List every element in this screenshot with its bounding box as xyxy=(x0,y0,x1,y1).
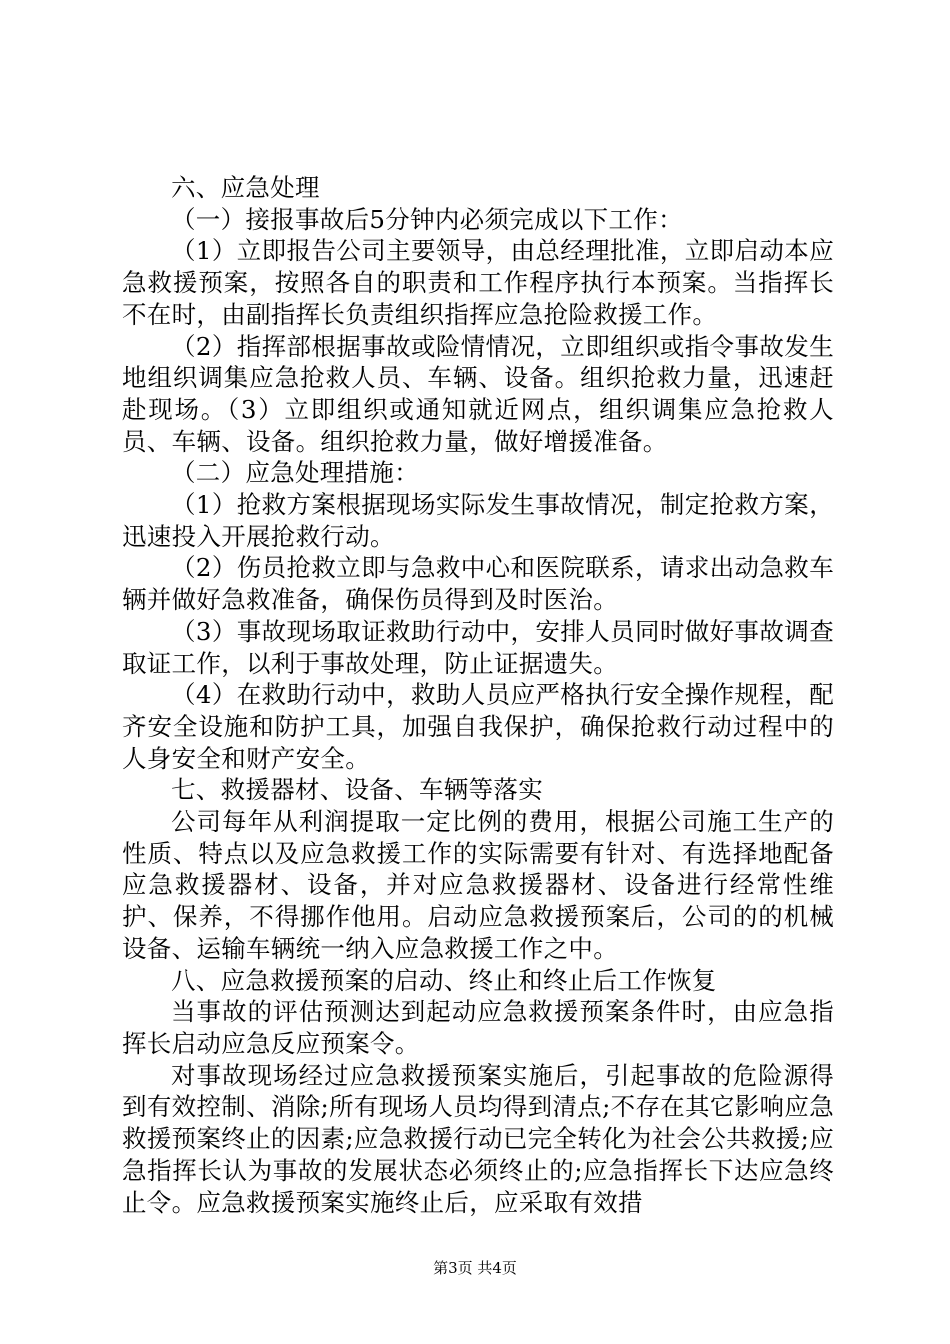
paragraph-safety-rules: （4）在救助行动中，救助人员应严格执行安全操作规程，配齐安全设施和防护工具，加强自我保护，确保抢救行动过程中的人身安全和财产安全。 xyxy=(122,680,834,773)
section-heading-equipment: 七、救援器材、设备、车辆等落实 xyxy=(171,775,543,805)
subsection-heading-report-tasks: （一）接报事故后5分钟内必须完成以下工作： xyxy=(171,204,683,234)
section-heading-plan-activation: 八、应急救援预案的启动、终止和终止后工作恢复 xyxy=(171,965,717,995)
paragraph-equipment-funding: 公司每年从利润提取一定比例的费用，根据公司施工生产的性质、特点以及应急救援工作的实际需要有针对、有选择地配备应急救援器材、设备，并对应急救援器材、设备进行经常性维护、保养，不得挪作他用。启动应急救援预案后，公司的的机械设备、运输车辆统一纳入应急救援工作之中。 xyxy=(122,807,834,963)
paragraph-rescue-plan: （1）抢救方案根据现场实际发生事故情况，制定抢救方案，迅速投入开展抢救行动。 xyxy=(122,490,834,551)
paragraph-command-mobilize: （2）指挥部根据事故或险情情况，立即组织或指令事故发生地组织调集应急抢救人员、车辆、设备。组织抢救力量，迅速赶赴现场。（3）立即组织或通知就近网点，组织调集应急抢救人员、车辆、设备。组织抢救力量，做好增援准备。 xyxy=(122,331,834,456)
section-heading-emergency-handling: 六、应急处理 xyxy=(171,173,320,202)
subsection-heading-measures: （二）应急处理措施： xyxy=(171,458,419,488)
paragraph-report-leadership: （1）立即报告公司主要领导，由总经理批准，立即启动本应急救援预案，按照各自的职责和工作程序执行本预案。当指挥长不在时，由副指挥长负责组织指挥应急抢险救援工作。 xyxy=(122,236,834,329)
paragraph-evidence-collection: （3）事故现场取证救助行动中，安排人员同时做好事故调查取证工作，以利于事故处理，防止证据遗失。 xyxy=(122,616,834,678)
paragraph-casualty-rescue: （2）伤员抢救立即与急救中心和医院联系，请求出动急救车辆并做好急救准备，确保伤员得到及时医治。 xyxy=(122,553,834,615)
paragraph-plan-termination: 对事故现场经过应急救援预案实施后，引起事故的危险源得到有效控制、消除;所有现场人员均得到清点;不存在其它影响应急救援预案终止的因素;应急救援行动已完全转化为社会公共救援;应急指挥长认为事故的发展状态必须终止的;应急指挥长下达应急终止令。应急救援预案实施终止后，应采取有效措 xyxy=(122,1060,834,1217)
document-body xyxy=(122,172,834,1218)
page-footer: 第3页 共4页 xyxy=(433,1259,517,1277)
paragraph-plan-start: 当事故的评估预测达到起动应急救援预案条件时，由应急指挥长启动应急反应预案令。 xyxy=(122,997,834,1058)
